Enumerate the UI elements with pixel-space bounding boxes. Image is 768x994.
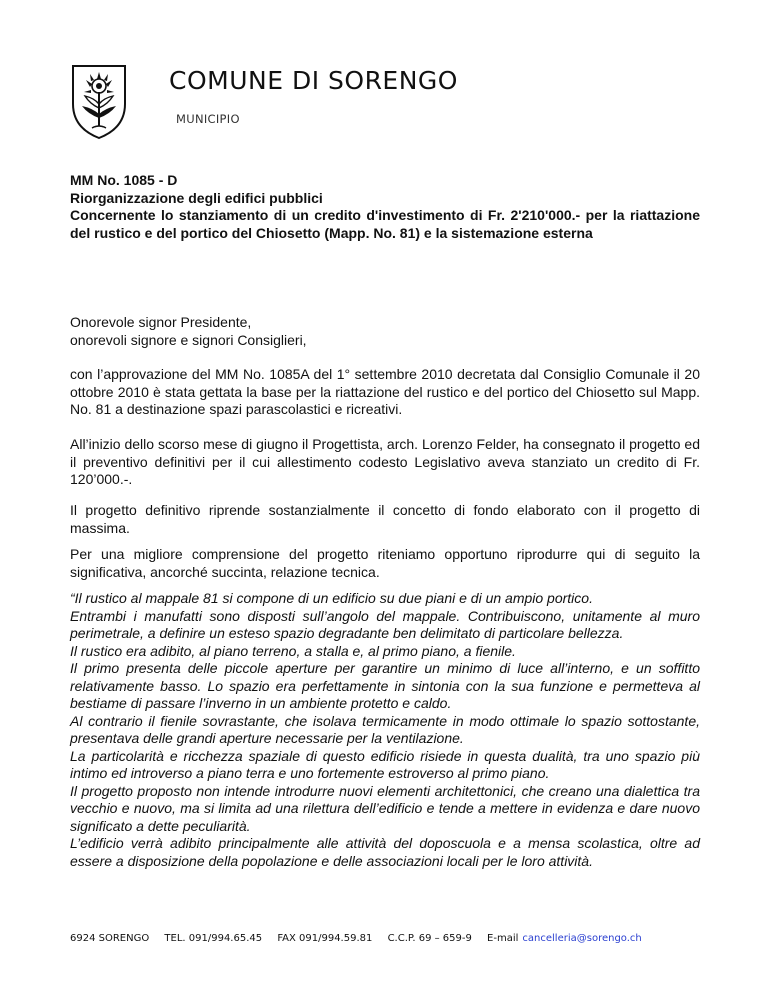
- footer-fax: FAX 091/994.59.81: [277, 933, 373, 944]
- footer-phone: TEL. 091/994.65.45: [164, 933, 263, 944]
- body-paragraph: con l’approvazione del MM No. 1085A del 1° settembre 2010 decretata dal Consiglio Comunale il 20 ottobre 2010 è stata gettata la base per la riattazione del rustico e del portico del Chiosetto sul Mapp. No. 81 a destinazione spazi parascolastici e ricreativi.: [70, 366, 700, 417]
- salutation: [70, 314, 700, 349]
- footer: [70, 933, 642, 944]
- quote-line: Entrambi i manufatti sono disposti sull’angolo del mappale. Contribuiscono, unitamente al muro perimetrale, a definire un esteso spazio degradante ben delimitato di particolare bellezza.: [70, 607, 700, 641]
- footer-email-label: E-mail: [487, 933, 519, 944]
- letterhead: [70, 62, 710, 142]
- footer-address: 6924 SORENGO: [70, 933, 150, 944]
- quote-line: Al contrario il fienile sovrastante, che isolava termicamente in modo ottimale lo spazio sottostante, presentava delle grandi aperture necessarie per la ventilazione.: [70, 712, 700, 746]
- coat-of-arms-icon: [70, 62, 128, 140]
- commune-title: COMUNE DI SORENGO: [169, 66, 458, 95]
- salutation-line: Onorevole signor Presidente,: [70, 314, 252, 330]
- footer-ccp: C.C.P. 69 – 659-9: [387, 933, 472, 944]
- body-paragraph: Il progetto definitivo riprende sostanzialmente il concetto di fondo elaborato con il progetto di massima.: [70, 502, 700, 536]
- quote-line: Il progetto proposto non intende introdurre nuovi elementi architettonici, che creano una dialettica tra vecchio e nuovo, ma si limita ad una rilettura dell’edificio e tende a mettere in evidenza e dare nuovo significato a dette peculiarità.: [70, 782, 700, 834]
- quote-line: Il rustico era adibito, al piano terreno, a stalla e, al primo piano, a fienile.: [70, 642, 516, 659]
- technical-report-quote: [70, 590, 700, 870]
- quote-line: Il primo presenta delle piccole aperture per garantire un minimo di luce all’interno, e un soffitto relativamente basso. Lo spazio era perfettamente in sintonia con la sua funzione e permetteva al bestiame di passare l’inverno in un ambiente protetto e caldo.: [70, 660, 700, 711]
- municipio-label: MUNICIPIO: [176, 112, 240, 126]
- subject-block: [70, 172, 700, 242]
- salutation-line: onorevoli signore e signori Consiglieri,: [70, 331, 307, 348]
- quote-line: L’edificio verrà adibito principalmente alle attività del doposcuola e a mensa scolastica, oltre ad essere a disposizione della popolazione e delle associazioni locali per le loro attività.: [70, 835, 700, 869]
- body-paragraph: All’inizio dello scorso mese di giugno il Progettista, arch. Lorenzo Felder, ha consegnato il progetto ed il preventivo definitivi per il cui allestimento codesto Legislativo aveva stanziato un credito di Fr. 120’000.-.: [70, 436, 700, 487]
- email-link[interactable]: cancelleria@sorengo.ch: [522, 933, 642, 944]
- quote-line: La particolarità e ricchezza spaziale di questo edificio risiede in questa dualità, tra uno spazio più intimo ed introverso a piano terra e uno fortemente estroverso al primo piano.: [70, 747, 700, 781]
- subject-detail: Concernente lo stanziamento di un credito d'investimento di Fr. 2'210'000.- per la riattazione del rustico e del portico del Chiosetto (Mapp. No. 81) e la sistemazione esterna: [70, 207, 700, 241]
- body-paragraph: Per una migliore comprensione del progetto riteniamo opportuno riprodurre qui di seguito la significativa, ancorché succinta, relazione tecnica.: [70, 546, 700, 580]
- memo-reference: MM No. 1085 - D: [70, 172, 178, 188]
- subject-line: Riorganizzazione degli edifici pubblici: [70, 189, 323, 206]
- quote-line: “Il rustico al mappale 81 si compone di un edificio su due piani e di un ampio portico.: [70, 590, 593, 606]
